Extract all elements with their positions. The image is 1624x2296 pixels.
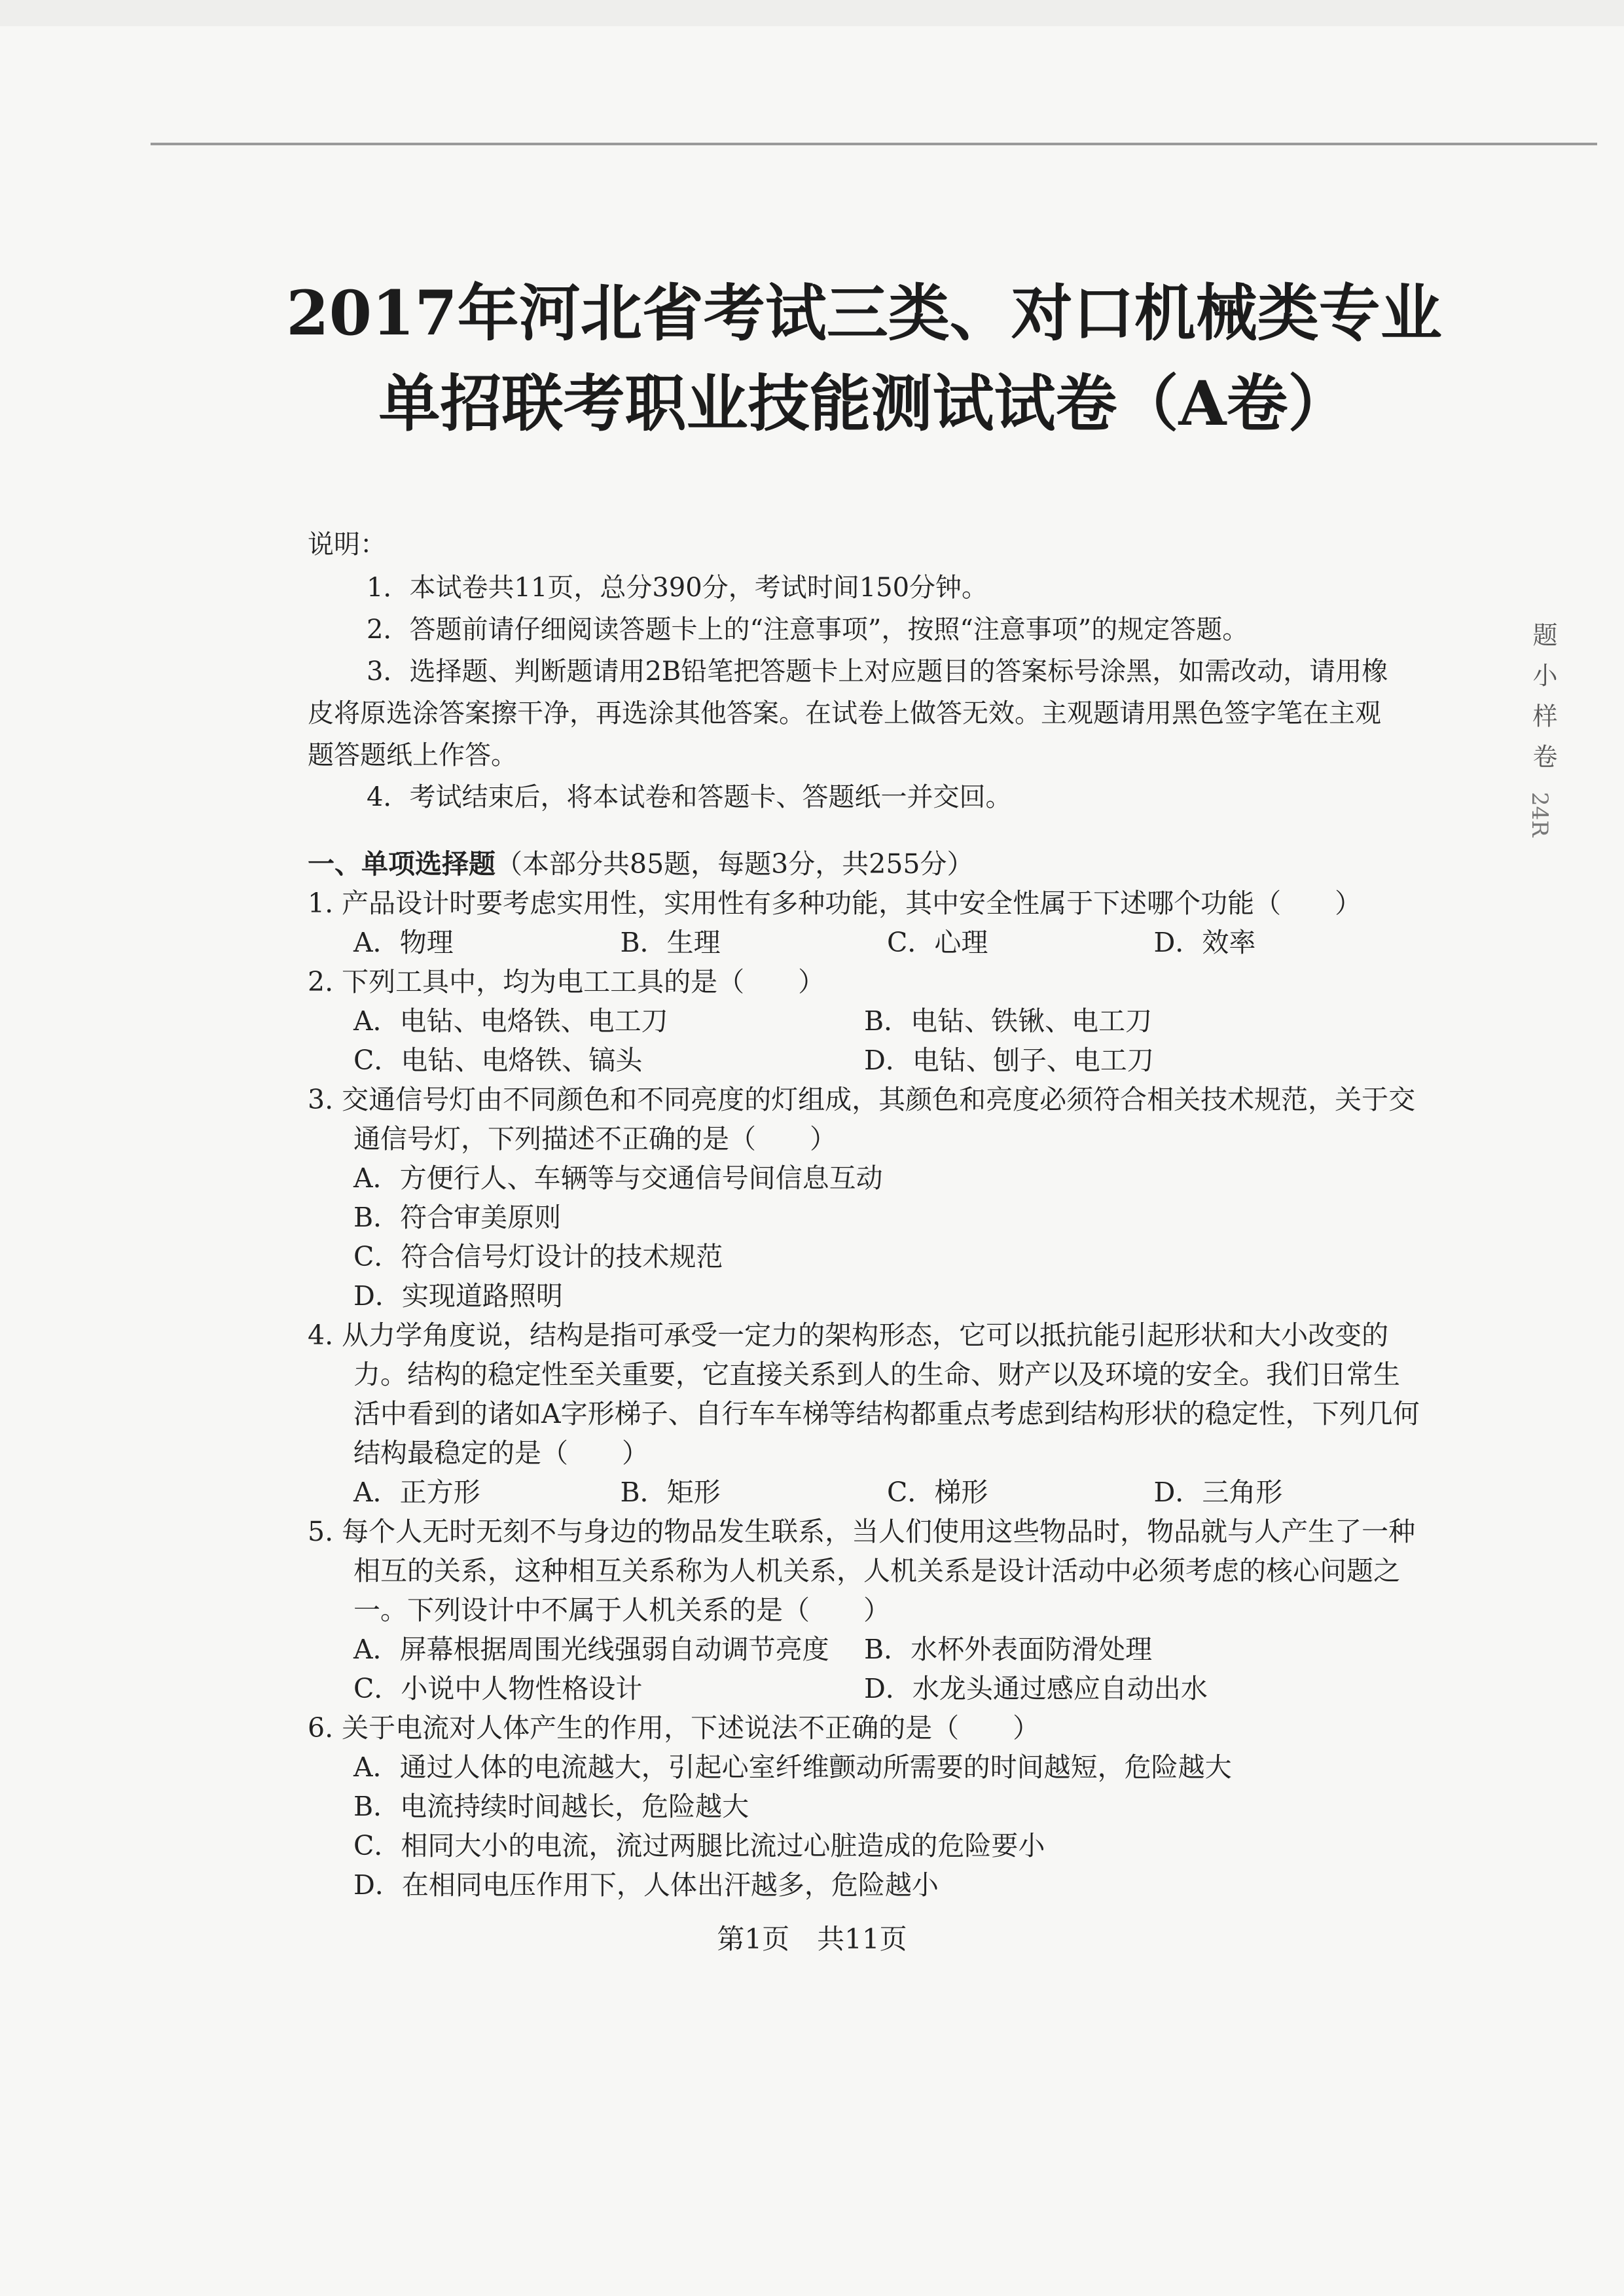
option-row bbox=[308, 1669, 1420, 1708]
option-b: B．生理 bbox=[620, 927, 721, 958]
page-footer: 第1页 共11页 bbox=[717, 1923, 907, 1955]
option-d: D．电钻、刨子、电工刀 bbox=[864, 1045, 1154, 1076]
option-d: D．在相同电压作用下，人体出汗越多，危险越小 bbox=[353, 1869, 939, 1901]
question-stem: 3. 交通信号灯由不同颜色和不同亮度的灯组成，其颜色和亮度必须符合相关技术规范，关于交通信号灯，下列描述不正确的是（ ） bbox=[308, 1084, 1416, 1155]
title-line-2: 单招联考职业技能测试试卷（A卷） bbox=[378, 368, 1350, 440]
option-row bbox=[308, 1001, 1420, 1041]
side-stamp-text: 题 小 样 卷 bbox=[1528, 622, 1557, 773]
section-heading bbox=[308, 844, 1420, 884]
instruction-item: 4．考试结束后，将本试卷和答题卡、答题纸一并交回。 bbox=[367, 782, 1012, 812]
option-d: D．水龙头通过感应自动出水 bbox=[864, 1673, 1208, 1704]
title-line-1: 2017年河北省考试三类、对口机械类专业 bbox=[286, 278, 1442, 350]
question-stem: 4. 从力学角度说，结构是指可承受一定力的架构形态，它可以抵抗能引起形状和大小改变的力。结构的稳定性至关重要，它直接关系到人的生命、财产以及环境的安全。我们日常生活中看到的诸如A字形梯子、自行车车梯等结构都重点考虑到结构形状的稳定性，下列几何结构最稳定的是（ ） bbox=[308, 1319, 1420, 1469]
question-stem: 2. 下列工具中，均为电工工具的是（ ） bbox=[308, 966, 825, 997]
question-stem: 1. 产品设计时要考虑实用性，实用性有多种功能，其中安全性属于下述哪个功能（ ） bbox=[308, 888, 1362, 919]
option-a: A．物理 bbox=[353, 927, 454, 958]
question-6 bbox=[308, 1708, 1420, 1905]
option-a: A．屏幕根据周围光线强弱自动调节亮度 bbox=[353, 1634, 829, 1665]
option-c: C．梯形 bbox=[887, 1477, 988, 1508]
question-2 bbox=[308, 962, 1420, 1080]
option-c: C．电钻、电烙铁、镐头 bbox=[353, 1045, 643, 1076]
option-a: A．方便行人、车辆等与交通信号间信息互动 bbox=[353, 1162, 883, 1194]
section-subtitle: （本部分共85题，每题3分，共255分） bbox=[496, 848, 974, 880]
side-code: 24R bbox=[1526, 792, 1553, 837]
option-d: D．效率 bbox=[1153, 927, 1256, 958]
question-stem: 5. 每个人无时无刻不与身边的物品发生联系，当人们使用这些物品时，物品就与人产生了一种相互的关系，这种相互关系称为人机关系，人机关系是设计活动中必须考虑的核心问题之一。下列设计中不属于人机关系的是（ ） bbox=[308, 1516, 1416, 1626]
option-row bbox=[308, 1041, 1420, 1080]
instruction-item: 3．选择题、判断题请用2B铅笔把答题卡上对应题目的答案标号涂黑，如需改动，请用橡皮将原选涂答案擦干净，再选涂其他答案。在试卷上做答无效。主观题请用黑色签字笔在主观题答题纸上作答。 bbox=[308, 656, 1388, 770]
option-b: B．电流持续时间越长，危险越大 bbox=[353, 1791, 749, 1822]
instructions bbox=[308, 524, 1394, 818]
top-rule bbox=[151, 143, 1597, 145]
option-c: C．符合信号灯设计的技术规范 bbox=[353, 1241, 723, 1272]
option-row bbox=[308, 923, 1420, 962]
option-d: D．三角形 bbox=[1153, 1477, 1283, 1508]
option-a: A．通过人体的电流越大，引起心室纤维颤动所需要的时间越短，危险越大 bbox=[353, 1751, 1232, 1783]
question-1 bbox=[308, 884, 1420, 962]
option-c: C．心理 bbox=[887, 927, 988, 958]
option-b: B．水杯外表面防滑处理 bbox=[864, 1634, 1153, 1665]
option-b: B．符合审美原则 bbox=[353, 1202, 562, 1233]
option-row bbox=[308, 1630, 1420, 1669]
option-a: A．电钻、电烙铁、电工刀 bbox=[353, 1005, 668, 1037]
question-4 bbox=[308, 1316, 1420, 1512]
instruction-item: 2．答题前请仔细阅读答题卡上的“注意事项”，按照“注意事项”的规定答题。 bbox=[367, 615, 1249, 645]
option-row bbox=[308, 1473, 1420, 1512]
instruction-item: 1．本试卷共11页，总分390分，考试时间150分钟。 bbox=[367, 573, 988, 603]
page-title bbox=[275, 268, 1453, 449]
question-5 bbox=[308, 1512, 1420, 1708]
question-stem: 6. 关于电流对人体产生的作用，下述说法不正确的是（ ） bbox=[308, 1712, 1040, 1744]
scan-edge bbox=[0, 0, 1624, 26]
section-title: 一、单项选择题 bbox=[308, 848, 496, 880]
option-b: B．电钻、铁锹、电工刀 bbox=[864, 1005, 1153, 1037]
option-a: A．正方形 bbox=[353, 1477, 480, 1508]
section-single-choice bbox=[308, 844, 1420, 1905]
option-b: B．矩形 bbox=[620, 1477, 721, 1508]
option-c: C．相同大小的电流，流过两腿比流过心脏造成的危险要小 bbox=[353, 1830, 1045, 1861]
instructions-label: 说明： bbox=[308, 529, 386, 560]
question-3 bbox=[308, 1080, 1420, 1316]
option-d: D．实现道路照明 bbox=[353, 1280, 563, 1312]
option-c: C．小说中人物性格设计 bbox=[353, 1673, 643, 1704]
